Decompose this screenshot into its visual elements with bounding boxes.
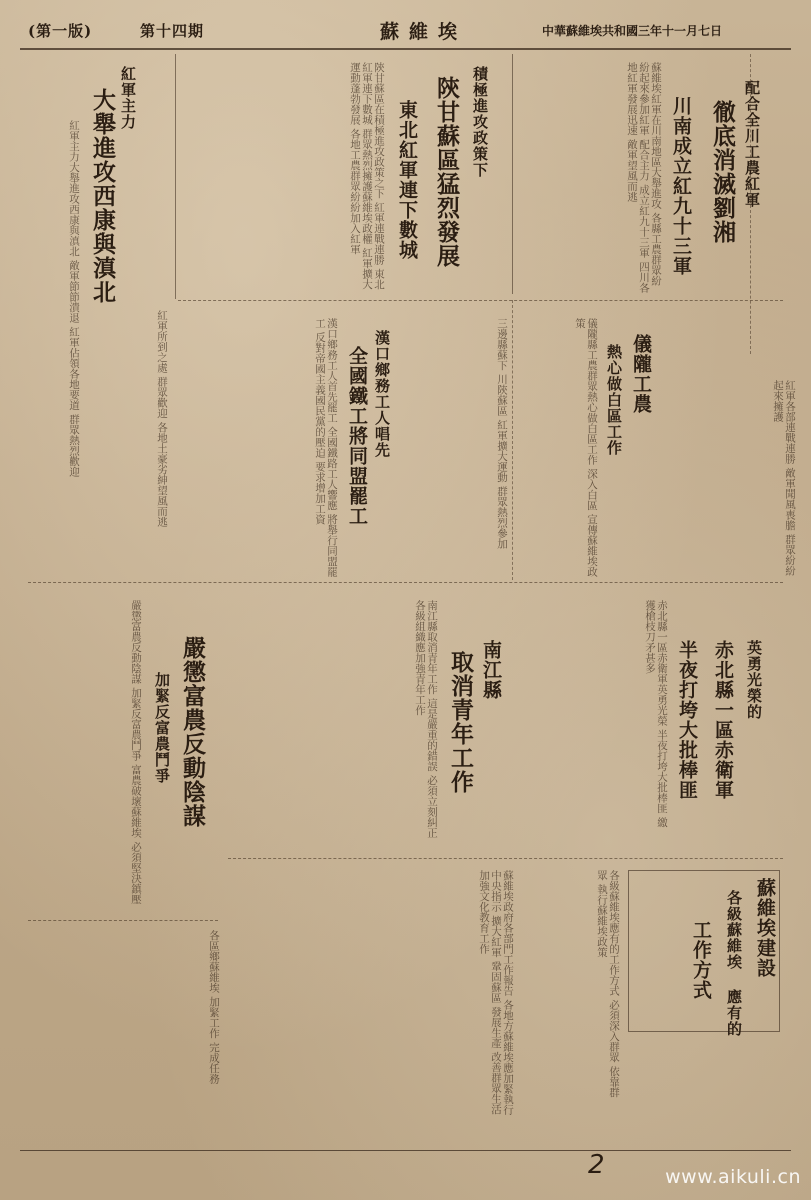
chibei-headline: 赤北縣一區赤衛軍 <box>712 640 734 800</box>
watermark: www.aikuli.cn <box>665 1166 801 1188</box>
column-divider <box>175 54 176 299</box>
chibei-subhead: 半夜打垮大批棒匪 <box>676 640 698 800</box>
soviet-build-subhead: 工作方式 <box>690 920 712 1000</box>
chibei-body: 赤北縣一區赤衛軍英勇光榮 半夜打垮大批棒匪 繳獲槍枝刀矛甚多 <box>644 600 668 828</box>
shaanxi-subhead: 東北紅軍連下數城 <box>396 100 418 260</box>
yilong-subhead: 熱心做白區工作 <box>605 344 623 456</box>
masthead <box>20 14 791 48</box>
fuyu-subhead: 加緊反富農鬥爭 <box>153 672 171 784</box>
yunnan-body: 紅軍主力大舉進攻西康與滇北 敵軍節節潰退 紅軍佔領各地要道 群眾熱烈歡迎 <box>68 120 80 477</box>
bottom-body: 蘇維埃政府各部門工作報告 各地方蘇維埃應加緊執行中央指示 擴大紅軍 鞏固蘇區 發展生產 改善群眾生活 加強文化教育工作 <box>478 870 514 1115</box>
bottom-rule <box>20 1150 791 1151</box>
workers-kicker: 漢口鄉務工人唱先 <box>373 330 391 458</box>
soviet-build-headline: 蘇維埃建設 <box>754 878 776 978</box>
edition-label: (第一版) <box>28 22 93 40</box>
workers-headline: 全國鐵工將同盟罷工 <box>346 346 368 526</box>
yilong-body: 儀隴縣工農群眾熱心做白區工作 深入白區 宣傳蘇維埃政策 <box>574 318 598 577</box>
shaanxi-body: 陝甘蘇區在積極進攻政策之下 紅軍連戰連勝 東北紅軍連下數城 群眾熱烈擁護蘇維埃政權 紅軍擴大運動蓬勃發展 各地工農群眾紛紛加入紅軍 <box>349 62 385 290</box>
workers-body: 漢口鄉務工人首先罷工 全國鐵路工人響應 將舉行同盟罷工 反對帝國主義國民黨的壓迫 要求增加工資 <box>314 318 338 577</box>
yunnan-headline: 大舉進攻西康與滇北 <box>89 88 116 304</box>
shaanxi-headline: 陝甘蘇區猛烈發展 <box>433 76 460 268</box>
yunnan-kicker: 紅軍主力 <box>119 66 137 130</box>
bottom-left-body: 各區鄉蘇維埃 加緊工作 完成任務 <box>208 930 220 1084</box>
yilong-headline: 儀隴工農 <box>630 334 652 414</box>
soviet-build-note: 各級蘇維埃 應有的 <box>725 890 743 1037</box>
yunnan-body-continued: 紅軍所到之處 群眾歡迎 各地土豪劣紳望風而逃 <box>156 310 168 527</box>
masthead-rule <box>20 48 791 50</box>
section-divider <box>178 300 783 301</box>
issue-number: 第十四期 <box>140 22 205 40</box>
chuannan-body: 蘇維埃紅軍在川南地區大舉進攻 各縣工農群眾紛紛起來參加紅軍 配合主力 成立紅九十三軍 四川各地紅軍發展迅速 敵軍望風而逃 <box>626 62 662 293</box>
section-divider <box>228 858 783 859</box>
column-divider <box>512 54 513 294</box>
issue-date: 中華蘇維埃共和國三年十一月七日 <box>542 24 723 38</box>
paper-name: 蘇維埃 <box>380 21 468 43</box>
nanjiang-headline: 南江縣 <box>480 640 502 700</box>
soviet-build-body: 各級蘇維埃應有的工作方式 必須深入群眾 依靠群眾 執行蘇維埃政策 <box>596 870 620 1098</box>
chuannan-subhead: 川南成立紅九十三軍 <box>670 96 692 276</box>
section-divider <box>28 582 783 583</box>
fuyu-body: 嚴懲富農反動陰謀 加緊反富農鬥爭 富農破壞蘇維埃 必須堅決鎮壓 <box>130 600 142 905</box>
chibei-kicker: 英勇光榮的 <box>745 640 763 720</box>
nanjiang-body: 南江縣取消青年工作 這是嚴重的錯誤 必須立刻糾正 各級組織應加強青年工作 <box>414 600 438 838</box>
shaanxi-kicker: 積極進攻政策下 <box>471 66 489 178</box>
section-divider <box>28 920 218 921</box>
nanjiang-subhead: 取消青年工作 <box>447 650 474 794</box>
chuannan-kicker: 配合全川工農紅軍 <box>743 80 761 208</box>
chuannan-body-continued: 紅軍各部連戰連勝 敵軍聞風喪膽 群眾紛紛起來擁護 <box>772 380 796 576</box>
page-number: 2 <box>588 1150 605 1180</box>
fuyu-headline: 嚴懲富農反動陰謀 <box>179 636 206 828</box>
workers-body-right: 三邊縣蘇下 川陝蘇區 紅軍擴大運動 群眾熱烈參加 <box>496 318 508 549</box>
chuannan-headline: 徹底消滅劉湘 <box>709 100 736 244</box>
column-divider <box>512 300 513 580</box>
